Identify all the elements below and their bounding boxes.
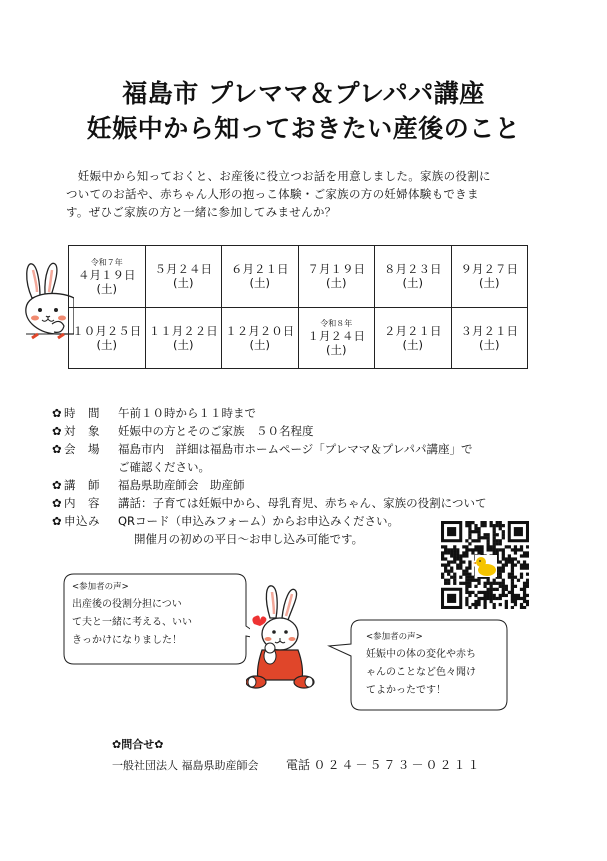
intro-line: 妊娠中から知っておくと、お産後に役立つお話を用意しました。家族の役割に	[66, 169, 491, 183]
info-value: 午前１０時から１１時まで	[118, 406, 256, 420]
schedule-cell	[298, 307, 375, 369]
page-title-line2: 妊娠中から知っておきたい産後のこと	[86, 114, 521, 143]
bubble-heading: <参加者の声>	[72, 582, 129, 592]
schedule-row	[69, 307, 528, 369]
schedule-date: ７月１９日	[307, 262, 365, 277]
flower-bullet-icon: ✿	[52, 478, 62, 492]
bubble-line: てよかったです！	[366, 685, 446, 696]
schedule-date: １２月２０日	[225, 323, 295, 338]
info-label: 会 場	[64, 442, 100, 456]
info-apply-cont: 開催月の初めの平日～お申し込み可能です。	[134, 532, 364, 546]
schedule-cell	[145, 307, 222, 369]
schedule-weekday: (土)	[249, 337, 270, 352]
schedule-weekday: (土)	[326, 276, 347, 291]
schedule-date: １１月２２日	[148, 323, 218, 338]
schedule-date: ５月２４日	[154, 262, 212, 277]
contact-section	[112, 735, 482, 776]
intro-paragraph	[66, 167, 551, 221]
flower-bullet-icon: ✿	[52, 406, 62, 420]
schedule-weekday: (土)	[402, 337, 423, 352]
info-label: 申込み	[64, 514, 100, 528]
info-venue	[52, 440, 486, 458]
schedule-cell	[298, 246, 375, 308]
contact-heading: ✿問合せ✿	[112, 738, 164, 751]
bubble-line: て夫と一緒に考える、いい	[72, 617, 192, 628]
contact-phone-label: 電話	[286, 758, 311, 772]
flower-bullet-icon: ✿	[52, 442, 62, 456]
contact-org: 一般社団法人 福島県助産師会	[112, 759, 259, 772]
schedule-row	[69, 246, 528, 308]
flower-bullet-icon: ✿	[52, 514, 62, 528]
intro-line: す。ぜひご家族の方と一緒に参加してみませんか？	[66, 205, 337, 219]
bubble-line: ゃんのことなど色々聞け	[366, 667, 476, 678]
schedule-date: １月２４日	[307, 329, 365, 344]
schedule-cell	[375, 307, 452, 369]
schedule-cell	[222, 246, 299, 308]
contact-phone: ０２４－５７３－０２１１	[313, 758, 482, 772]
contact-line	[112, 755, 482, 776]
schedule-weekday: (土)	[173, 276, 194, 291]
schedule-cell	[375, 246, 452, 308]
rabbit-peeking-illustration	[18, 258, 74, 342]
schedule-weekday: (土)	[249, 276, 270, 291]
info-label: 内 容	[64, 496, 100, 510]
bubble-heading: <参加者の声>	[366, 632, 423, 642]
schedule-cell	[145, 246, 222, 308]
bubble-line: 妊娠中の体の変化や赤ち	[366, 649, 476, 660]
flower-bullet-icon: ✿	[52, 424, 62, 438]
info-value: 講話：子育ては妊娠中から、母乳育児、赤ちゃん、家族の役割について	[118, 496, 487, 510]
schedule-cell	[69, 307, 146, 369]
schedule-weekday: (土)	[326, 343, 347, 358]
info-target	[52, 422, 486, 440]
era-label: 令和８年	[320, 319, 353, 329]
info-value: 妊娠中の方とそのご家族 ５０名程度	[118, 424, 314, 438]
schedule-date: ６月２１日	[231, 262, 289, 277]
duck-icon	[473, 555, 497, 577]
bubble-left-text	[72, 578, 192, 650]
schedule-date: ９月２７日	[460, 262, 518, 277]
info-lecturer	[52, 476, 486, 494]
schedule-weekday: (土)	[479, 337, 500, 352]
info-apply	[52, 512, 486, 530]
schedule-date: １０月２５日	[72, 323, 142, 338]
event-info	[52, 404, 486, 548]
schedule-date: ２月２１日	[384, 323, 442, 338]
bubble-right-text	[366, 628, 476, 700]
info-label: 時 間	[64, 406, 100, 420]
intro-line: ついてのお話や、赤ちゃん人形の抱っこ体験・ご家族の方の妊婦体験もできま	[66, 187, 479, 201]
info-value: 福島県助産師会 助産師	[118, 478, 245, 492]
schedule-date: ３月２１日	[460, 323, 518, 338]
schedule-date: ８月２３日	[384, 262, 442, 277]
page-title-line1: 福島市 プレママ＆プレパパ講座	[122, 79, 485, 108]
schedule-table	[68, 245, 528, 369]
info-value: 福島市内 詳細は福島市ホームページ「プレママ＆プレパパ講座」で	[118, 442, 473, 456]
schedule-cell	[451, 307, 528, 369]
info-label: 対 象	[64, 424, 100, 438]
schedule-weekday: (土)	[173, 337, 194, 352]
schedule-weekday: (土)	[96, 281, 117, 296]
schedule-cell	[69, 246, 146, 308]
schedule-cell	[222, 307, 299, 369]
schedule-weekday: (土)	[402, 276, 423, 291]
schedule-cell	[451, 246, 528, 308]
schedule-weekday: (土)	[96, 337, 117, 352]
era-label: 令和７年	[90, 257, 123, 267]
schedule-weekday: (土)	[479, 276, 500, 291]
bubble-line: 出産後の役割分担につい	[72, 599, 182, 610]
qr-code[interactable]	[441, 521, 529, 609]
schedule-date: ４月１９日	[78, 267, 136, 282]
flower-bullet-icon: ✿	[52, 496, 62, 510]
rabbit-sitting-illustration	[246, 584, 316, 694]
info-label: 講 師	[64, 478, 100, 492]
info-content	[52, 494, 486, 512]
info-value: QRコード（申込みフォーム）からお申込みください。	[118, 514, 399, 528]
info-venue-cont: ご確認ください。	[118, 460, 210, 474]
bubble-line: きっかけになりました！	[72, 635, 182, 646]
info-time	[52, 404, 486, 422]
